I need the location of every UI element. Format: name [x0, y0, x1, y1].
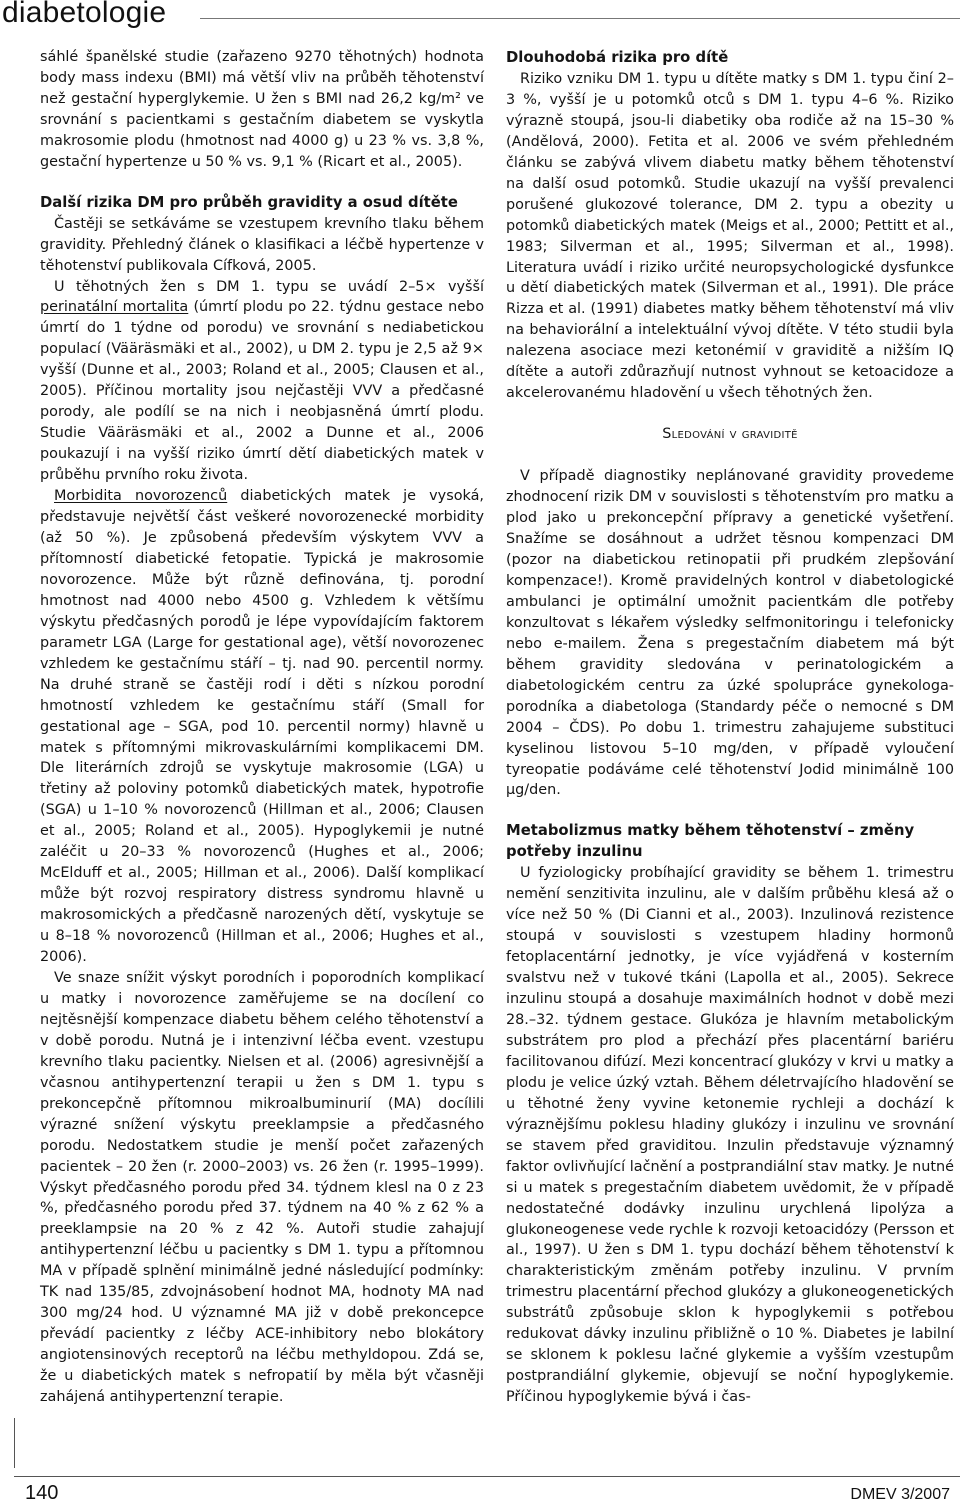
paragraph-hypertension: Častěji se setkáváme se vzestupem krevního tlaku během gravidity. Přehledný článek o klasifikaci a léčbě hypertenze v těhotenství publikovala Cífková, 2005. — [40, 215, 484, 274]
journal-issue: DMEV 3/2007 — [850, 1486, 950, 1503]
paragraph-intro: sáhlé španělské studie (zařazeno 9270 těhotných) hodnota body mass indexu (BMI) má větší vliv na průběh těhotenství než gestační hyperglykemie. U žen s BMI nad 26,2 kg/m² ve srovnání s pacientkami s gestačním diabetem se vyskytla makrosomie plodu (hmotnost nad 4000 g) u 23 % vs. 3,8 %, gestační hypertenze u 50 % vs. 9,1 % (Ricart et al., 2005). — [40, 49, 484, 170]
heading-other-risks: Další rizika DM pro průběh gravidity a osud dítěte — [40, 193, 458, 211]
term-perinatal-mortality: perinatální mortalita — [40, 299, 189, 316]
paragraph-metabolism: U fyziologicky probíhající gravidity se během 1. trimestru nemění senzitivita inzulinu, ale v dalším průběhu klesá až o více než 50 % (Di Cianni et al., 2003). Inzulinová rezistence stoupá v souvislosti s vzestupem hladiny hormonů fetoplacentární jednotky, je více vyjádřená v kosterním svalstvu než v tukové tkáni (Lapolla et al., 2005). Sekrece inzulinu stoupá a dosahuje maximálních hodnot v době mezi 28.–32. týdnem gestace. Glukóza je hlavním metabolickým substrátem pro plod a přechází přes placentární bariéru facilitovanou difúzí. Mezi koncentrací glukózy v krvi u matky a plodu je velice úzký vztah. Během déletrvajícího hladovění se u těhotné ženy vyvine ketonemie rychleji a dochází k výraznějšímu poklesu hladiny glukózy i inzulinu ve srovnání se stavem před graviditou. Inzulin představuje významný faktor ovlivňující lačnění a postprandiální stav matky. Je nutné si u matek s pregestačním diabetem uvědomit, že v případě nedostatečné dodávky inzulinu urychlená lipolýza a glukoneogenese vede rychle k rozvoji ketoacidózy (Persson et al., 1997). U žen s DM 1. typu dochází během těhotenství k charakteristickým změnám potřeby inzulinu. V prvním trimestru placentární přechod glukózy a glukoneogenetických substrátů způsobuje sklon k hypoglykemii s potřebou redukovat dávky inzulinu přibližně o 10 %. Diabetes je labilní se sklonem k poklesu lačné glykemie a vyšším vzestupům postprandiální glykemie, objevují se noční hypoglykemie. Příčinou hypoglykemie bývá i čas- — [506, 865, 954, 1406]
footer-rule — [14, 1476, 960, 1477]
paragraph-reduce-complications: Ve snaze snížit výskyt porodních i poporodních komplikací u matky i novorozence zaměřujeme se na docílení co nejtěsnější kompenzace diabetu během celého těhotenství a v době porodu. Nutná je i intenzivní léčba event. vzestupu krevního tlaku pacientky. Nielsen et al. (2006) agresivnější a včasnou antihypertenzní terapii u žen s DM 1. typu s prekoncepčně přítomnou mikroalbuminurií (MA) docílili výrazné snížení výskytu preeklampsie a předčasného porodu. Nedostatkem studie je menší počet zařazených pacientek – 20 žen (r. 2000–2003) vs. 26 žen (r. 1995–1999). Výskyt předčasného porodu před 34. týdnem klesl na 0 z 23 %, předčasného porodu před 37. týdnem na 40 % z 62 % a preeklampsie na 20 % z 42 %. Autoři studie zahajují antihypertenzní léčbu u pacientky s DM 1. typu a přítomnou MA v případě splnění minimálně jedné následující podmínky: TK nad 135/85, zdvojnásobení hodnot MA, hodnoty MA nad 300 mg/24 hod. U významné MA již v době prekoncepce převádí pacientky z léčby ACE-inhibitory nebo blokátory angiotensinových receptorů na léčbu methyldopou. Zdá se, že u diabetických matek s nefropatií by měla být včasněji zahájená antihypertenzní terapie. — [40, 969, 484, 1406]
page-number: 140 — [25, 1482, 59, 1504]
term-neonatal-morbidity: Morbidita novorozenců — [54, 488, 228, 505]
paragraph-mortality: U těhotných žen s DM 1. typu se uvádí 2–5× vyšší perinatální mortalita (úmrtí plodu po 22. týdnu gestace nebo úmrtí do 1 týdne od porodu) ve srovnání s nediabetickou populací (Vääräsmäki et al., 2002), u DM 2. typu je 2,5 až 9× vyšší (Dunne et al., 2003; Roland et al., 2005; Clausen et al., 2005). Příčinou mortality jsou nejčastěji VVV a předčasné porody, ale podílí se na nich i neobjasněná úmrtí plodu. Studie Vääräsmäki et al., 2002 a Dunne et al., 2006 poukazují i na vyšší riziko úmrtí dětí diabetických matek v průběhu prvního roku života. — [40, 278, 484, 484]
journal-title: diabetologie — [2, 0, 167, 29]
section-title-monitoring: Sledování v graviditě — [662, 426, 798, 443]
paragraph-morbidity: Morbidita novorozenců diabetických matek je vysoká, představuje největší část veškeré novorozenecké morbidity (až 50 %). Je způsobená především výskytem VVV a přítomností diabetické fetopatie. Typická je makrosomie novorozence. Může být různě definována, tj. porodní hmotnost nad 4000 nebo 4500 g. Vzhledem k většímu výskytu předčasných porodů je lépe vypovídajícím faktorem parametr LGA (Large for gestational age), větší novorozenec vzhledem ke gestačnímu stáří – tj. nad 90. percentil normy. Na druhé straně se častěji rodí i děti s nízkou porodní hmotností vzhledem ke gestačnímu stáří (Small for gestational age – SGA, pod 10. percentil normy) hlavně u matek s přítomnými mikrovaskulárními komplikacemi DM. Dle literárních zdrojů se vyskytuje makrosomie (LGA) u třetiny až poloviny potomků diabetických matek, hypotrofie (SGA) u 1–10 % novorozenců (Hillman et al., 2006; Clausen et al., 2005; Roland et al., 2005). Hypoglykemii je nutné zaléčit u 20–33 % novorozenců (Hughes et al., 2006; McElduff et al., 2005; Hillman et al., 2006). Další komplikací může být rozvoj respiratory distress syndromu hlavně u makrosomických a předčasně narozených dětí, vyskytuje se u 8–18 % novorozenců (Hillman et al., 2006; Hughes et al., 2006). — [40, 488, 484, 966]
heading-long-term-risks: Dlouhodobá rizika pro dítě — [506, 49, 729, 66]
right-column — [506, 48, 954, 1408]
left-column — [40, 47, 484, 1408]
footer-vertical-rule — [14, 1418, 15, 1468]
paragraph-long-term: Riziko vzniku DM 1. typu u dítěte matky s DM 1. typu činí 2–3 %, vyšší je u potomků otců s DM 1. typu 4–6 %. Riziko výrazně stoupá, jsou-li diabetiky oba rodiče až na 15–30 % (Andělová, 2000). Fetita et al. 2006 ve svém přehledném článku se zabývá vlivem diabetu matky během těhotenství na další osud potomků. Studie ukazují na vyšší prevalenci porušené glukozové tolerance, DM 2. typu a obezity u potomků diabetických matek (Meigs et al., 2000; Pettitt et al., 1983; Silverman et al., 1995; Silverman et al., 1998). Literatura uvádí i riziko určité neuropsychologické dysfunkce u dětí diabetických matek (Silverman et al., 1991). Dle práce Rizza et al. (1991) diabetes matky během těhotenství má vliv na behaviorální a intelektuální vývoj dítěte. V této studii byla nalezena asociace mezi ketonémií v graviditě a nižším IQ dítěte a autoři zdůrazňují nutnost vyhnout se ketoacidoze a akcelerovanému hladovění u všech těhotných žen. — [506, 70, 954, 402]
heading-metabolism: Metabolizmus matky během těhotenství – změny potřeby inzulinu — [506, 822, 915, 861]
paragraph-monitoring: V případě diagnostiky neplánované gravidity provedeme zhodnocení rizik DM v souvislosti s těhotenstvím pro matku a plod jako u prekoncepční přípravy a genetické vyšetření. Snažíme se dosáhnout a udržet těsnou kompenzaci DM (pozor na diabetickou retinopatii při prudkém zlepšování kompenzace!). Kromě pravidelných kontrol v diabetologické ambulanci je optimální umožnit pacientkám dle potřeby konzultovat s lékařem výsledky selfmonitoringu i telefonicky nebo e-mailem. Žena s pregestačním diabetem má být během gravidity sledována v perinatologickém a diabetologickém centru za úzké spolupráce gynekologa-porodníka a diabetologa (Standardy péče o nemocné s DM 2004 – ČDS). Po dobu 1. trimestru zahajujeme substituci kyselinou listovou 5–10 mg/den, v případě vyloučení tyreopatie podáváme celé těhotenství Jodid minimálně 100 µg/den. — [506, 468, 954, 799]
page-header — [0, 0, 960, 38]
header-rule — [200, 18, 960, 19]
